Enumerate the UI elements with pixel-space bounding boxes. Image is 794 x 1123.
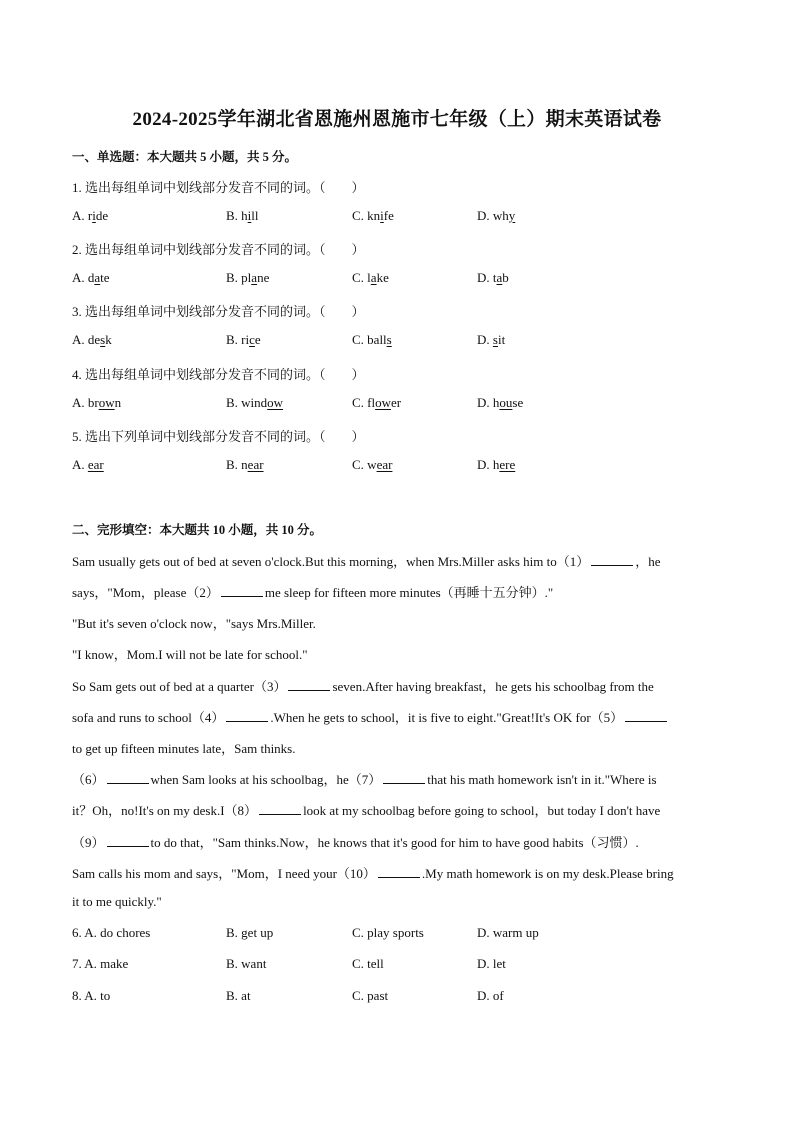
question-1-options (72, 208, 732, 226)
q7-option-a: 7. A. make (72, 956, 129, 971)
q4-option-b: B. window (226, 395, 284, 410)
q2-option-d: D. tab (477, 270, 509, 285)
blank-3 (288, 679, 330, 691)
question-5-stem: 5. 选出下列单词中划线部分发音不同的词。（ ） (72, 429, 365, 444)
blank-10 (378, 866, 420, 878)
q1-option-d: D. why (477, 208, 516, 223)
passage-line-12: it to me quickly." (72, 894, 162, 909)
section-1-heading: 一、单选题：本大题共 5 小题，共 5 分。 (72, 150, 298, 164)
q2-option-a: A. date (72, 270, 110, 285)
q1-option-c: C. knife (352, 208, 394, 223)
passage-line-11: Sam calls his mom and says，"Mom，I need your（10） .My math homework is on my desk.Please bring (72, 866, 674, 881)
q5-option-b: B. near (226, 457, 264, 472)
q8-option-b: B. at (226, 988, 251, 1003)
q6-option-b: B. get up (226, 925, 274, 940)
q3-option-d: D. sit (477, 332, 506, 347)
question-4-stem: 4. 选出每组单词中划线部分发音不同的词。（ ） (72, 367, 365, 382)
q4-option-a: A. brown (72, 395, 122, 410)
blank-7 (383, 772, 425, 784)
blank-6 (107, 772, 149, 784)
q7-option-b: B. want (226, 956, 267, 971)
passage-line-3: "But it's seven o'clock now，"says Mrs.Miller. (72, 616, 316, 631)
passage-line-1: Sam usually gets out of bed at seven o'clock.But this morning，when Mrs.Miller asks him to（1） ，he (72, 554, 661, 569)
section-2-heading: 二、完形填空：本大题共 10 小题，共 10 分。 (72, 523, 323, 537)
q2-option-b: B. plane (226, 270, 270, 285)
exam-title: 2024-2025学年湖北省恩施州恩施市七年级（上）期末英语试卷 (132, 109, 662, 130)
blank-8 (259, 803, 301, 815)
question-4-options (72, 395, 732, 413)
q2-option-c: C. lake (352, 270, 389, 285)
q6-option-c: C. play sports (352, 925, 424, 940)
question-6-options (72, 925, 732, 943)
question-8-options (72, 988, 732, 1006)
question-1-stem: 1. 选出每组单词中划线部分发音不同的词。（ ） (72, 180, 365, 195)
question-2-stem: 2. 选出每组单词中划线部分发音不同的词。（ ） (72, 242, 365, 257)
passage-line-5: So Sam gets out of bed at a quarter（3） seven.After having breakfast，he gets his schoolbag from the (72, 679, 654, 694)
question-2-options (72, 270, 732, 288)
q4-option-d: D. house (477, 395, 524, 410)
blank-2 (221, 585, 263, 597)
q8-option-a: 8. A. to (72, 988, 111, 1003)
passage-line-6: sofa and runs to school（4） .When he gets to school，it is five to eight."Great!It's OK for（5） (72, 707, 669, 726)
question-7-options (72, 956, 732, 974)
q5-option-a: A. ear (72, 457, 104, 472)
q1-option-b: B. hill (226, 208, 259, 223)
q3-option-c: C. balls (352, 332, 392, 347)
q3-option-a: A. desk (72, 332, 112, 347)
q6-option-a: 6. A. do chores (72, 925, 151, 940)
question-5-options (72, 457, 732, 475)
q8-option-d: D. of (477, 988, 504, 1003)
blank-4 (226, 710, 268, 722)
q3-option-b: B. rice (226, 332, 261, 347)
blank-9 (107, 835, 149, 847)
passage-line-7: to get up fifteen minutes late，Sam thinks. (72, 741, 296, 756)
q6-option-d: D. warm up (477, 925, 539, 940)
passage-line-4: "I know，Mom.I will not be late for school." (72, 647, 308, 662)
blank-1 (591, 554, 633, 566)
question-3-stem: 3. 选出每组单词中划线部分发音不同的词。（ ） (72, 304, 365, 319)
q5-option-c: C. wear (352, 457, 393, 472)
q7-option-d: D. let (477, 956, 506, 971)
q7-option-c: C. tell (352, 956, 384, 971)
question-3-options (72, 332, 732, 350)
blank-5 (625, 710, 667, 722)
passage-line-10: （9） to do that，"Sam thinks.Now，he knows that it's good for him to have good habits（习惯）. (72, 835, 639, 850)
passage-line-9: it？Oh，no!It's on my desk.I（8） look at my schoolbag before going to school，but today I don't have (72, 803, 661, 818)
q4-option-c: C. flower (352, 395, 402, 410)
q5-option-d: D. here (477, 457, 516, 472)
passage-line-8: （6） when Sam looks at his schoolbag，he（7） that his math homework isn't in it."Where is (72, 772, 657, 787)
q1-option-a: A. ride (72, 208, 109, 223)
q8-option-c: C. past (352, 988, 389, 1003)
passage-line-2: says，"Mom，please（2） me sleep for fifteen more minutes（再睡十五分钟）." (72, 585, 554, 600)
